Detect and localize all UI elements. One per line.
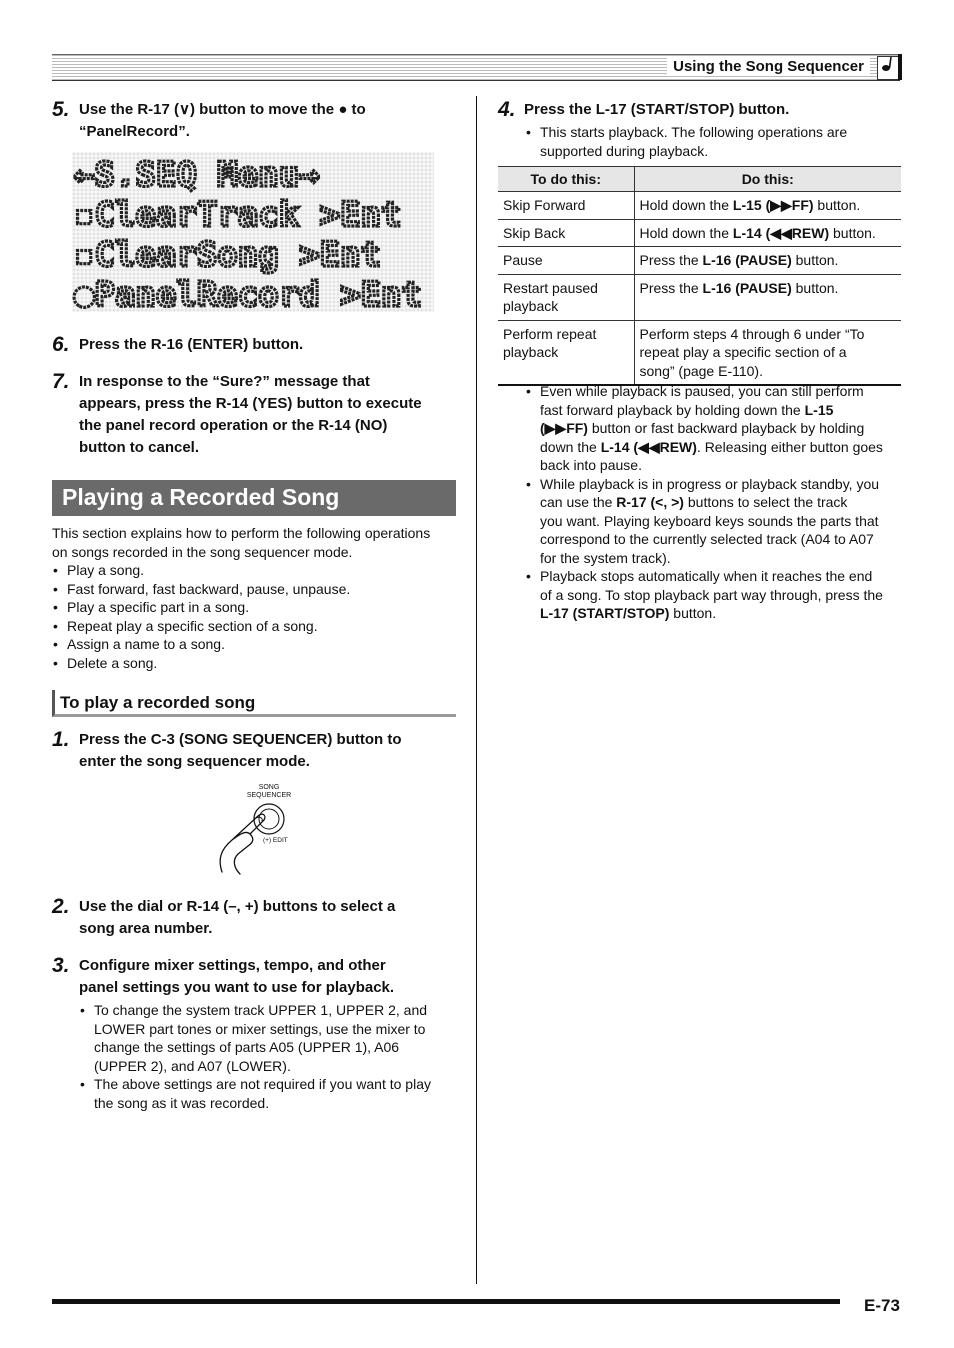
step-1-line: Press the C-3 (SONG SEQUENCER) button to [79,731,402,748]
step-2-line: song area number. [79,920,213,937]
list-item: • To change the system track UPPER 1, UPPER 2, and LOWER part tones or mixer settings, use the mixer to change the settings of parts A05 (UPPER 1), A06 (UPPER 2), and A07 (LOWER). [79,1001,464,1075]
step-7-line: button to cancel. [79,439,199,456]
table-cell-action: Skip Back [498,219,634,247]
finger-press-icon [210,780,310,880]
step-7-line: In response to the “Sure?” message that [79,373,370,390]
page-number: E-73 [864,1296,900,1315]
step-3-bullets [79,1001,464,1112]
list-item: • The above settings are not required if you want to play the song as it was recorded. [79,1075,464,1112]
table-header-row [498,167,901,192]
table-cell-instruction: Hold down the L-15 (▶▶FF) button. [634,192,901,220]
step-1-text [79,729,464,773]
intro-line: on songs recorded in the song sequencer mode. [52,543,353,560]
table-cell-instruction: Hold down the L-14 (◀◀REW) button. [634,219,901,247]
table-cell-action: Perform repeat playback [498,320,634,385]
step-2-line: Use the dial or R-14 (–, +) buttons to select a [79,898,396,915]
table-header-cell: To do this: [498,167,634,192]
table-cell-instruction: Press the L-16 (PAUSE) button. [634,247,901,275]
step-3-text [79,955,464,999]
lcd-line-2: ▪ClearTrack >Ent [74,195,402,235]
table-cell-action: Skip Forward [498,192,634,220]
illustration-label: (+) EDIT [263,837,288,844]
step-2-number: 2. [52,895,70,918]
step-1-line: enter the song sequencer mode. [79,753,310,770]
column-divider [476,96,477,1284]
song-sequencer-button-illustration [210,780,310,880]
intro-paragraph [52,524,462,672]
step-5-text [79,99,459,143]
music-note-icon [880,55,896,80]
lcd-display [72,152,434,312]
step-7-line: appears, press the R-14 (YES) button to execute [79,395,422,412]
step-6-number: 6. [52,333,70,356]
list-item: • While playback is in progress or playback standby, you can use the R-17 (<, >) buttons to select the track you want. Playing keyboard keys sounds the parts that correspond to the currently selected track (A04 to A07 for the system track). [525,475,905,568]
footer-rule [52,1299,840,1304]
intro-bullet-list [52,561,462,672]
list-item: • Delete a song. [52,654,462,673]
table-cell-instruction: Press the L-16 (PAUSE) button. [634,274,901,320]
list-item: • Fast forward, fast backward, pause, unpause. [52,580,462,599]
step-7-line: the panel record operation or the R-14 (NO) [79,417,388,434]
step-2-text [79,896,464,940]
illustration-label: SEQUENCER [246,792,292,799]
playback-notes [525,382,905,623]
table-row [498,247,901,275]
step-7-text [79,371,464,459]
list-item: • Even while playback is paused, you can still perform fast forward playback by holding down the L-15 (▶▶FF) button or fast backward playback by holding down the L-14 (◀◀REW). Releasing either button goes back into pause. [525,382,905,475]
intro-line: This section explains how to perform the following operations [52,525,431,541]
table-cell-action: Restart paused playback [498,274,634,320]
subsection-title: To play a recorded song [60,693,256,712]
step-5-line: Use the R-17 (∨) button to move the ● to [79,101,366,118]
list-item: • Play a specific part in a song. [52,598,462,617]
table-row [498,219,901,247]
list-item: • Playback stops automatically when it reaches the end of a song. To stop playback part way through, press the L-17 (START/STOP) button. [525,567,905,623]
step-4-bullet [525,123,905,160]
table-cell-instruction: Perform steps 4 through 6 under “To repeat play a specific section of a song” (page E-110). [634,320,901,385]
step-3-line: Configure mixer settings, tempo, and other [79,957,386,974]
table-header-cell: Do this: [634,167,901,192]
table-cell-action: Pause [498,247,634,275]
step-1-number: 1. [52,728,70,751]
lcd-line-3: ▪ClearSong >Ent [74,235,382,275]
table-row [498,274,901,320]
table-row [498,320,901,385]
step-3-line: panel settings you want to use for playback. [79,979,395,996]
header-end-bar [898,54,902,80]
step-5-number: 5. [52,98,70,121]
list-item: • Repeat play a specific section of a song. [52,617,462,636]
step-7-number: 7. [52,370,70,393]
step-3-number: 3. [52,954,70,977]
running-header-title: Using the Song Sequencer [667,58,870,75]
step-6-text: Press the R-16 (ENTER) button. [79,336,304,353]
list-item: • Play a song. [52,561,462,580]
playback-operations-table [498,166,901,386]
step-5-line: “PanelRecord”. [79,123,190,140]
section-title: Playing a Recorded Song [62,484,340,510]
list-item: • This starts playback. The following operations are supported during playback. [525,123,905,160]
step-4-text: Press the L-17 (START/STOP) button. [524,101,790,118]
list-item: • Assign a name to a song. [52,635,462,654]
illustration-label: SONG [258,784,280,791]
lcd-line-1: ←S.SEQ Menu→ [74,155,320,195]
lcd-line-4: ●PanelRecord >Ent [74,275,422,312]
step-4-number: 4. [498,98,516,121]
table-row [498,192,901,220]
